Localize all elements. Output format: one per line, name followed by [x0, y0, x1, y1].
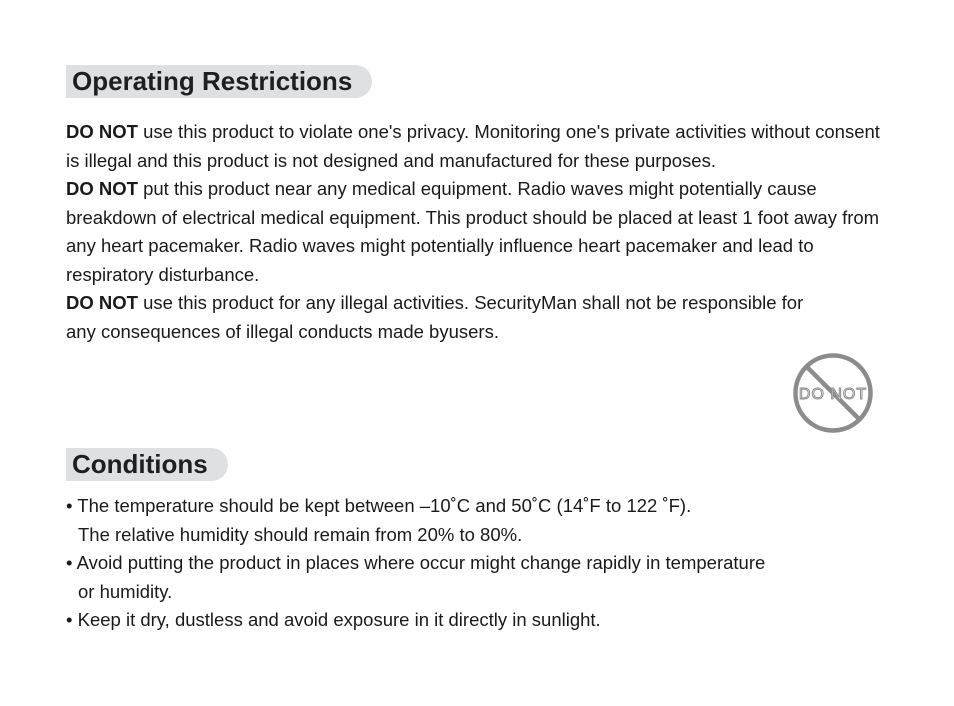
restrictions-body: [66, 118, 896, 346]
do-not-lead: DO NOT: [66, 292, 138, 313]
bullet-marker: •: [66, 609, 73, 630]
conditions-body: [66, 492, 896, 635]
restriction-text: use this product to violate one's privacy. Monitoring one's private activities without consent is illegal and this product is not designed and manufactured for these purposes.: [66, 121, 880, 171]
restriction-paragraph-illegal: [66, 289, 806, 346]
do-not-lead: DO NOT: [66, 121, 138, 142]
condition-text: The temperature should be kept between –10˚C and 50˚C (14˚F to 122 ˚F).: [77, 495, 692, 516]
operating-restrictions-heading: Operating Restrictions: [66, 65, 372, 98]
condition-text-continued: or humidity.: [78, 580, 173, 602]
conditions-heading: Conditions: [66, 448, 228, 481]
condition-item-dry: [66, 606, 896, 635]
restriction-text: put this product near any medical equipment. Radio waves might potentially cause breakdown of electrical medical equipment. This product should be placed at least 1 foot away from any heart pacemaker. Radio waves might potentially influence heart pacemaker and lead to respiratory disturbance.: [66, 178, 880, 285]
condition-item-temperature: [66, 492, 896, 549]
prohibition-icon: [792, 352, 874, 434]
bullet-marker: •: [66, 495, 73, 516]
restriction-paragraph-privacy: [66, 118, 896, 175]
do-not-lead: DO NOT: [66, 178, 138, 199]
bullet-marker: •: [66, 552, 73, 573]
condition-text-continued: The relative humidity should remain from 20% to 80%.: [78, 523, 523, 545]
condition-text: Keep it dry, dustless and avoid exposure in it directly in sunlight.: [77, 609, 601, 630]
condition-item-environment: [66, 549, 896, 606]
restriction-text: use this product for any illegal activities. SecurityMan shall not be responsible for any consequences of illegal conducts made byusers.: [66, 292, 804, 342]
restriction-paragraph-medical: [66, 175, 896, 289]
condition-text: Avoid putting the product in places where occur might change rapidly in temperature: [76, 552, 766, 573]
do-not-sign-label: DO NOT: [798, 386, 868, 403]
